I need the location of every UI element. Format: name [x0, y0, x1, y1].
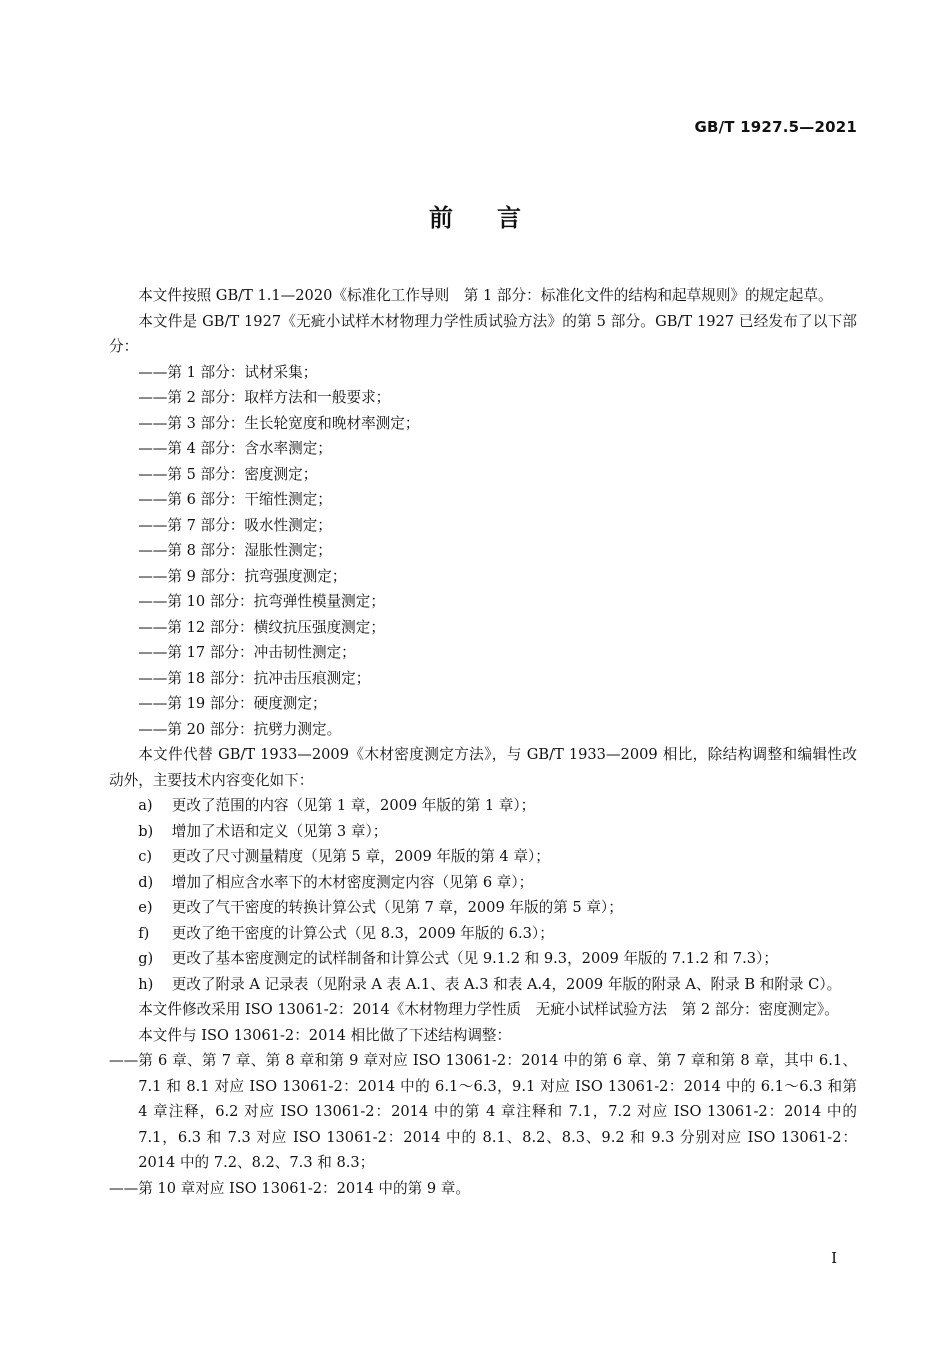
list-item-text: 第 8 部分：湿胀性测定；	[167, 542, 332, 559]
list-item	[109, 360, 857, 386]
dash-mark: ——	[138, 389, 168, 406]
dash-mark: ——	[138, 440, 168, 457]
paragraph-adoption: 本文件修改采用 ISO 13061-2：2014《木材物理力学性质 无疵小试样试验方法 第 2 部分：密度测定》。	[138, 1001, 839, 1018]
list-item-text: 增加了相应含水率下的木材密度测定内容（见第 6 章）；	[171, 873, 534, 891]
standard-code: GB/T 1927.5—2021	[694, 118, 857, 136]
list-item-text: 更改了范围的内容（见第 1 章，2009 年版的第 1 章）；	[171, 797, 536, 814]
dash-mark: ——	[138, 567, 168, 585]
list-item	[109, 895, 857, 921]
changes-list	[109, 793, 857, 997]
list-item-label: e)	[138, 899, 153, 916]
list-item	[109, 691, 857, 717]
list-item-text: 更改了气干密度的转换计算公式（见第 7 章，2009 年版的第 5 章）；	[171, 899, 623, 916]
list-item-text: 增加了术语和定义（见第 3 章）；	[171, 822, 388, 840]
list-item-text: 第 1 部分：试材采集；	[167, 363, 318, 381]
list-item-text: 第 6 章、第 7 章、第 8 章和第 9 章对应 ISO 13061-2：2014 中的第 6 章、第 7 章和第 8 章，其中 6.1、7.1 和 8.1 对应 ISO 13061-2：2014 中的 6.1～6.3，9.1 对应 ISO 13061-2：2014 中的 6.1～6.3 和第 4 章注释，6.2 对应 ISO 13061-2：2014 中的第 4 章注释和 7.1，7.2 对应 ISO 13061-2：2014 中的 7.1，6.3 和 7.3 对应 ISO 13061-2：2014 中的 8.1、8.2、8.3、9.2 和 9.3 分别对应 ISO 13061-2：2014 中的 7.2、8.2、7.3 和 8.3；	[138, 1052, 857, 1171]
list-item	[109, 921, 857, 947]
list-item	[109, 538, 857, 564]
paragraph-structure-intro: 本文件与 ISO 13061-2：2014 相比做了下述结构调整：	[138, 1026, 512, 1044]
list-item-label: d)	[138, 873, 154, 891]
structure-list	[109, 1048, 857, 1201]
list-item-text: 第 4 部分：含水率测定；	[167, 440, 332, 457]
list-item-label: a)	[138, 797, 153, 814]
dash-mark: ——	[138, 414, 168, 432]
page-number: I	[831, 1249, 837, 1267]
list-item-label: g)	[138, 950, 154, 967]
list-item-text: 第 5 部分：密度测定；	[167, 465, 318, 483]
paragraph-drafting-rule: 本文件按照 GB/T 1.1—2020《标准化工作导则 第 1 部分：标准化文件的结构和起草规则》的规定起草。	[138, 287, 833, 304]
list-item-text: 第 18 部分：抗冲击压痕测定；	[167, 669, 371, 687]
list-item	[109, 462, 857, 488]
document-body	[109, 283, 857, 1201]
list-item	[109, 666, 857, 692]
list-item	[109, 1048, 857, 1176]
list-item-label: b)	[138, 822, 154, 840]
paragraph-series-intro: 本文件是 GB/T 1927《无疵小试样木材物理力学性质试验方法》的第 5 部分。GB/T 1927 已经发布了以下部分：	[109, 312, 857, 355]
list-item	[109, 870, 857, 896]
list-item-text: 更改了基本密度测定的试样制备和计算公式（见 9.1.2 和 9.3，2009 年版的 7.1.2 和 7.3）；	[171, 950, 778, 967]
list-item	[109, 819, 857, 845]
list-item-text: 第 2 部分：取样方法和一般要求；	[167, 389, 391, 406]
dash-mark: ——	[138, 363, 168, 381]
list-item	[109, 946, 857, 972]
page-title: 前言	[429, 204, 565, 232]
list-item-label: h)	[138, 975, 154, 993]
dash-mark: ——	[138, 669, 168, 687]
list-item-text: 第 20 部分：抗劈力测定。	[167, 720, 342, 738]
paragraph-replacement: 本文件代替 GB/T 1933—2009《木材密度测定方法》，与 GB/T 1933—2009 相比，除结构调整和编辑性改动外，主要技术内容变化如下：	[109, 746, 857, 789]
list-item-label: f)	[138, 924, 150, 942]
dash-mark: ——	[138, 491, 168, 508]
list-item	[109, 411, 857, 437]
list-item	[109, 717, 857, 743]
list-item-text: 第 12 部分：横纹抗压强度测定；	[167, 618, 385, 636]
list-item-text: 第 6 部分：干缩性测定；	[167, 491, 332, 508]
list-item-text: 第 3 部分：生长轮宽度和晚材率测定；	[167, 414, 420, 432]
dash-mark: ——	[109, 1052, 139, 1069]
dash-mark: ——	[138, 593, 168, 610]
dash-mark: ——	[138, 618, 168, 636]
parts-list	[109, 360, 857, 743]
list-item-text: 更改了尺寸测量精度（见第 5 章，2009 年版的第 4 章）；	[171, 848, 550, 865]
dash-mark: ——	[138, 695, 168, 712]
list-item	[109, 793, 857, 819]
list-item-text: 第 7 部分：吸水性测定；	[167, 516, 332, 534]
list-item	[109, 436, 857, 462]
list-item	[109, 385, 857, 411]
list-item	[109, 487, 857, 513]
list-item-text: 第 10 部分：抗弯弹性模量测定；	[167, 593, 385, 610]
list-item-text: 第 17 部分：冲击韧性测定；	[167, 644, 356, 661]
list-item	[109, 972, 857, 998]
list-item-text: 更改了附录 A 记录表（见附录 A 表 A.1、表 A.3 和表 A.4，2009 年版的附录 A、附录 B 和附录 C）。	[171, 975, 842, 993]
list-item	[109, 1176, 857, 1202]
dash-mark: ——	[138, 720, 168, 738]
list-item	[109, 564, 857, 590]
list-item-text: 更改了绝干密度的计算公式（见 8.3，2009 年版的 6.3）；	[171, 924, 554, 942]
dash-mark: ——	[138, 465, 168, 483]
list-item	[109, 615, 857, 641]
list-item	[109, 589, 857, 615]
dash-mark: ——	[109, 1179, 139, 1197]
list-item-text: 第 10 章对应 ISO 13061-2：2014 中的第 9 章。	[138, 1179, 470, 1197]
list-item	[109, 513, 857, 539]
dash-mark: ——	[138, 516, 168, 534]
dash-mark: ——	[138, 644, 168, 661]
list-item-text: 第 19 部分：硬度测定；	[167, 695, 327, 712]
list-item-label: c)	[138, 848, 153, 865]
dash-mark: ——	[138, 542, 168, 559]
list-item	[109, 844, 857, 870]
list-item-text: 第 9 部分：抗弯强度测定；	[167, 567, 347, 585]
list-item	[109, 640, 857, 666]
